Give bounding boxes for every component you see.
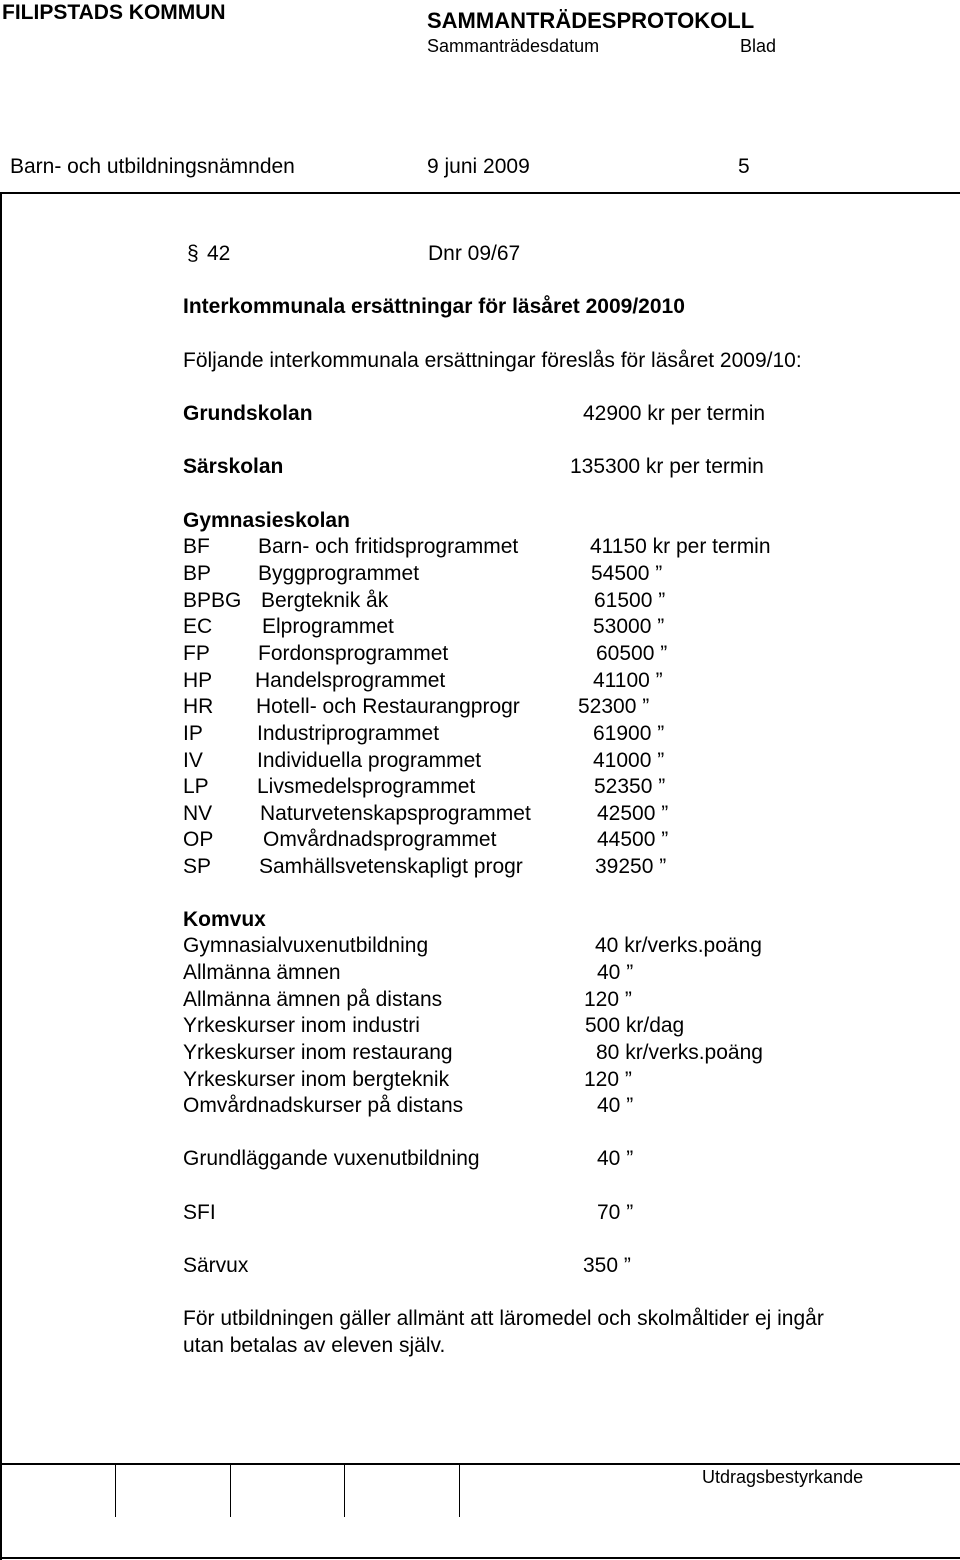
program-code: BP: [183, 562, 212, 585]
program-name: Industriprogrammet: [257, 722, 440, 745]
section-title: Interkommunala ersättningar för läsåret 2009/2010: [183, 295, 685, 318]
program-code: EC: [183, 615, 213, 638]
grundskolan-value: 42900 kr per termin: [583, 402, 766, 425]
grundskolan-label: Grundskolan: [183, 402, 313, 425]
program-code: BF: [183, 535, 210, 558]
page-label: Blad: [740, 36, 777, 56]
komvux-fee: 40 ”: [597, 1094, 634, 1117]
program-code: NV: [183, 802, 213, 825]
program-code: LP: [183, 775, 209, 798]
committee-name: Barn- och utbildningsnämnden: [10, 155, 295, 178]
komvux-course: Allmänna ämnen: [183, 961, 341, 984]
program-fee: 44500 ”: [597, 828, 669, 851]
footnote-line-2: utan betalas av eleven själv.: [183, 1334, 446, 1357]
sfi-fee: 70 ”: [597, 1201, 634, 1224]
komvux-heading: Komvux: [183, 908, 266, 931]
program-code: HR: [183, 695, 214, 718]
sarvux-fee: 350 ”: [583, 1254, 631, 1277]
program-name: Omvårdnadsprogrammet: [263, 828, 497, 851]
program-name: Barn- och fritidsprogrammet: [258, 535, 519, 558]
program-name: Elprogrammet: [262, 615, 394, 638]
grundvux-label: Grundläggande vuxenutbildning: [183, 1147, 480, 1170]
signature-box-divider-3: [344, 1463, 345, 1517]
meeting-date-label: Sammanträdesdatum: [427, 36, 600, 56]
program-fee: 61500 ”: [594, 589, 666, 612]
program-code: BPBG: [183, 589, 242, 612]
sarvux-label: Särvux: [183, 1254, 249, 1277]
program-name: Livsmedelsprogrammet: [257, 775, 476, 798]
program-fee: 52350 ”: [594, 775, 666, 798]
komvux-fee: 120 ”: [584, 1068, 632, 1091]
gymnasieskolan-heading: Gymnasieskolan: [183, 509, 350, 532]
frame-left-rule: [0, 192, 2, 1560]
komvux-course: Allmänna ämnen på distans: [183, 988, 443, 1011]
program-name: Hotell- och Restaurangprogr: [256, 695, 520, 718]
program-code: HP: [183, 669, 213, 692]
program-fee: 53000 ”: [593, 615, 665, 638]
intro-text: Följande interkommunala ersättningar föreslås för läsåret 2009/10:: [183, 349, 802, 372]
komvux-fee: 500 kr/dag: [585, 1014, 685, 1037]
program-fee: 54500 ”: [591, 562, 663, 585]
program-name: Samhällsvetenskapligt progr: [259, 855, 523, 878]
program-fee: 39250 ”: [595, 855, 667, 878]
program-code: FP: [183, 642, 210, 665]
komvux-fee: 40 kr/verks.poäng: [595, 934, 762, 957]
municipality-name: FILIPSTADS KOMMUN: [2, 1, 226, 24]
signature-box-divider-1: [115, 1463, 116, 1517]
program-fee: 42500 ”: [597, 802, 669, 825]
case-number: Dnr 09/67: [428, 242, 521, 265]
meeting-date: 9 juni 2009: [427, 155, 530, 178]
page-number: 5: [738, 155, 750, 178]
sfi-label: SFI: [183, 1201, 216, 1224]
program-fee: 61900 ”: [593, 722, 665, 745]
program-code: OP: [183, 828, 214, 851]
komvux-course: Yrkeskurser inom industri: [183, 1014, 420, 1037]
grundvux-fee: 40 ”: [597, 1147, 634, 1170]
program-name: Bergteknik åk: [261, 589, 389, 612]
program-fee: 60500 ”: [596, 642, 668, 665]
section-symbol: §: [187, 242, 199, 265]
footer-top-rule: [0, 1463, 960, 1465]
sarskolan-value: 135300 kr per termin: [570, 455, 764, 478]
program-code: IV: [183, 749, 203, 772]
program-code: IP: [183, 722, 203, 745]
frame-top-rule: [0, 192, 960, 194]
komvux-fee: 80 kr/verks.poäng: [596, 1041, 763, 1064]
program-fee: 41000 ”: [593, 749, 665, 772]
komvux-course: Omvårdnadskurser på distans: [183, 1094, 464, 1117]
program-name: Handelsprogrammet: [255, 669, 446, 692]
certification-label: Utdragsbestyrkande: [702, 1467, 864, 1487]
komvux-course: Yrkeskurser inom restaurang: [183, 1041, 453, 1064]
program-code: SP: [183, 855, 212, 878]
signature-box-divider-4: [459, 1463, 460, 1517]
frame-bottom-rule: [0, 1557, 960, 1559]
program-name: Fordonsprogrammet: [258, 642, 449, 665]
program-name: Naturvetenskapsprogrammet: [260, 802, 531, 825]
sarskolan-label: Särskolan: [183, 455, 284, 478]
program-fee: 52300 ”: [578, 695, 650, 718]
program-name: Byggprogrammet: [258, 562, 420, 585]
program-fee: 41150 kr per termin: [590, 535, 771, 558]
program-name: Individuella programmet: [257, 749, 482, 772]
document-type: SAMMANTRÄDESPROTOKOLL: [427, 8, 755, 33]
komvux-course: Gymnasialvuxenutbildning: [183, 934, 429, 957]
footnote-line-1: För utbildningen gäller allmänt att läromedel och skolmåltider ej ingår: [183, 1307, 824, 1330]
komvux-fee: 40 ”: [597, 961, 634, 984]
program-fee: 41100 ”: [593, 669, 663, 692]
komvux-course: Yrkeskurser inom bergteknik: [183, 1068, 450, 1091]
signature-box-divider-2: [230, 1463, 231, 1517]
komvux-fee: 120 ”: [584, 988, 632, 1011]
section-number: 42: [207, 242, 231, 265]
